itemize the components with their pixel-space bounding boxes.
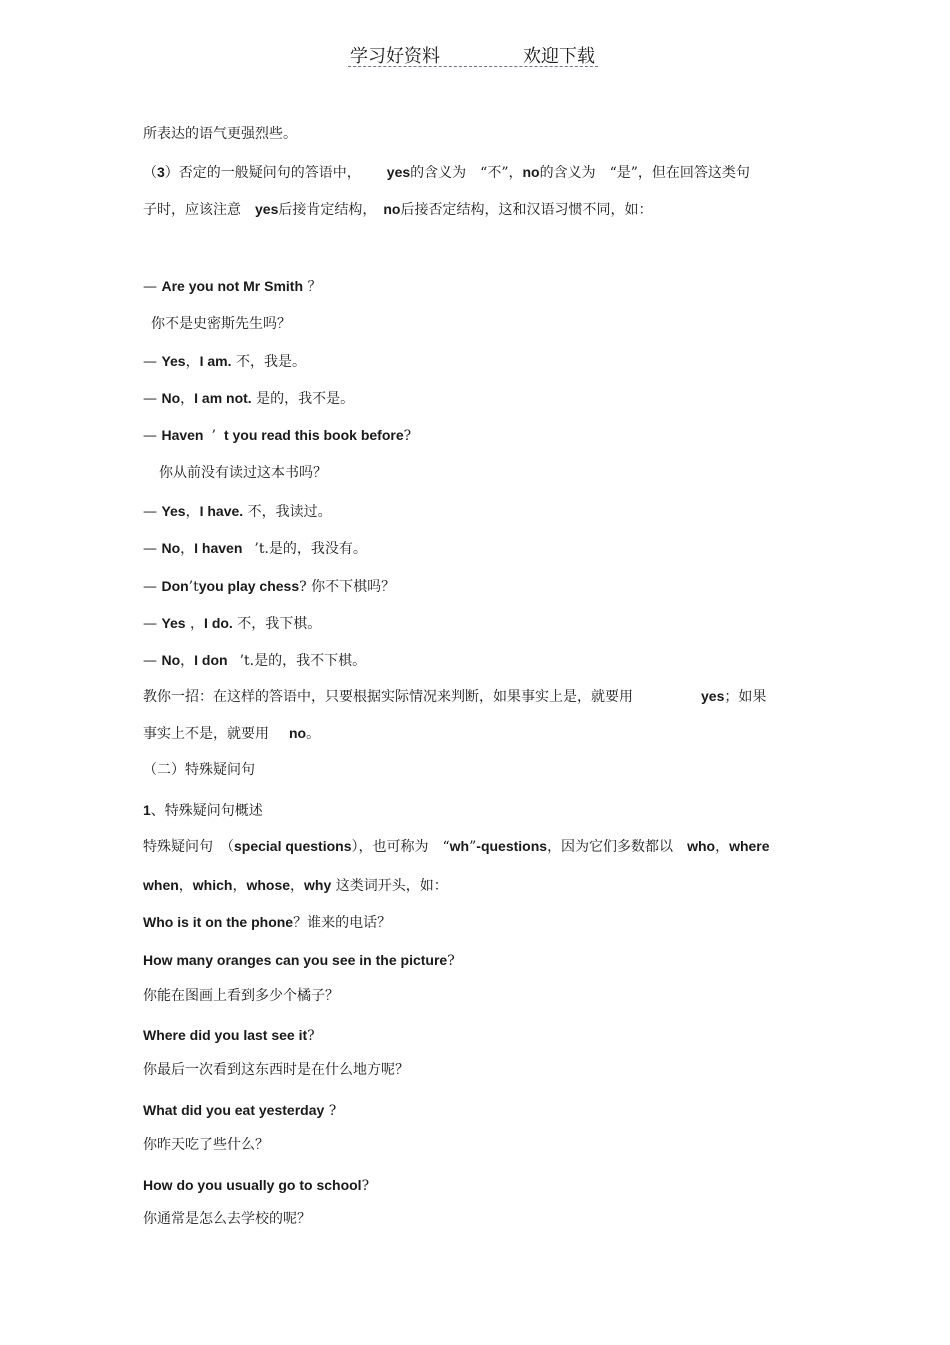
example-line <box>143 538 367 559</box>
example-line <box>143 1209 311 1229</box>
chinese-text: 你最后一次看到这东西时是在什么地方呢？ <box>143 1062 409 1078</box>
header-right-text: 欢迎下载 <box>523 46 595 67</box>
text: ， <box>290 878 305 894</box>
text: ）否定的一般疑问句的答语中， <box>164 165 361 181</box>
text: 子时，应该注意 <box>143 202 255 218</box>
text: ? <box>307 1028 315 1044</box>
text: （ <box>143 165 157 181</box>
text: 这类词开头，如： <box>331 878 448 894</box>
example-line <box>143 351 306 372</box>
text: 所表达的语气更强烈些。 <box>143 126 297 142</box>
chinese-text: 你能在图画上看到多少个橘子？ <box>143 988 339 1004</box>
example-line <box>151 314 291 334</box>
text: ’t. <box>239 653 255 669</box>
chinese-text: ？谁来的电话？ <box>293 915 392 931</box>
paragraph-line <box>143 199 652 220</box>
text: ， <box>178 878 193 894</box>
dash: — <box>143 653 162 669</box>
paragraph-line <box>143 875 448 896</box>
chinese-text: 不，我下棋。 <box>232 616 322 632</box>
english-text: whose <box>246 877 291 893</box>
english-text: when <box>143 877 179 893</box>
text: ? <box>324 1103 337 1119</box>
text: ， <box>180 653 195 669</box>
text: 后接肯定结构， <box>278 202 384 218</box>
paragraph-line <box>143 686 766 707</box>
english-text: No <box>161 540 181 556</box>
example-line <box>143 1175 369 1196</box>
text: ’t <box>188 579 199 595</box>
text: ’ <box>211 428 216 444</box>
text: ），也可称为 “ <box>351 839 450 855</box>
english-text: Yes <box>161 615 186 631</box>
example-line <box>143 950 455 971</box>
english-text: Are you not Mr Smith <box>161 278 304 294</box>
chinese-text: 你通常是怎么去学校的呢？ <box>143 1211 311 1227</box>
english-text: How do you usually go to school <box>143 1177 362 1193</box>
text: 教你一招：在这样的答语中，只要根据实际情况来判断，如果事实上是，就要用 <box>143 689 633 705</box>
example-line <box>143 1025 315 1046</box>
dash: — <box>143 504 162 520</box>
section-heading <box>143 760 255 780</box>
text: 1 <box>143 802 151 818</box>
paragraph-line <box>143 723 320 744</box>
chinese-text: 是的，我不是。 <box>251 391 355 407</box>
english-text: I haven <box>194 540 243 556</box>
keyword-yes: yes <box>386 164 411 180</box>
chinese-text: 是的，我没有。 <box>268 541 367 557</box>
english-text: I am. <box>199 353 232 369</box>
keyword-no: no <box>289 725 307 741</box>
example-line <box>143 501 332 522</box>
keyword-yes: yes <box>255 201 279 217</box>
page-header <box>348 40 598 67</box>
english-text: special questions <box>234 838 352 854</box>
text: 特殊疑问句 （ <box>143 839 234 855</box>
text: ” <box>469 839 477 855</box>
dash: — <box>143 541 162 557</box>
english-text: I don <box>194 652 228 668</box>
english-text: wh <box>449 838 470 854</box>
paragraph-line <box>143 162 750 183</box>
text: ， <box>180 541 195 557</box>
english-text: Yes <box>161 503 186 519</box>
text: ? <box>447 953 455 969</box>
english-text: Don <box>161 578 189 594</box>
paragraph-line <box>143 124 297 144</box>
english-text: No <box>161 652 181 668</box>
example-line <box>143 1135 269 1155</box>
example-line <box>143 613 321 634</box>
english-text: I am not. <box>194 390 252 406</box>
example-line <box>143 650 366 671</box>
chinese-text: 是的，我不下棋。 <box>254 653 367 669</box>
text: 事实上不是，就要用 <box>143 726 283 742</box>
chinese-text: 你从前没有读过这本书吗？ <box>159 465 327 481</box>
example-line <box>143 276 321 297</box>
english-text: t you read this book before <box>223 427 404 443</box>
english-text: What did you eat yesterday <box>143 1102 325 1118</box>
text: 的含义为 “是”，但在回答这类句 <box>539 165 750 181</box>
english-text: How many oranges can you see in the picture <box>143 952 448 968</box>
example-line <box>159 463 327 483</box>
text: ， <box>185 616 205 632</box>
text: ，因为它们多数都以 <box>547 839 688 855</box>
text: ；如果 <box>724 689 767 705</box>
english-text: which <box>192 877 233 893</box>
example-line <box>143 1100 336 1121</box>
english-text: -questions <box>476 838 548 854</box>
text: 、特殊疑问句概述 <box>150 803 263 819</box>
text: ， <box>715 839 730 855</box>
dash: — <box>143 428 162 444</box>
english-text: where <box>729 838 770 854</box>
text: 3 <box>157 164 165 180</box>
english-text: I have. <box>199 503 244 519</box>
example-line <box>143 388 354 409</box>
english-text: Haven <box>161 427 204 443</box>
chinese-text: 你昨天吃了些什么？ <box>143 1137 269 1153</box>
text: 的含义为 “不”， <box>410 165 523 181</box>
keyword-no: no <box>383 201 401 217</box>
section-subheading <box>143 800 263 821</box>
chinese-text: 你不是史密斯先生吗？ <box>151 316 291 332</box>
english-text: who <box>687 838 716 854</box>
text: ? <box>403 428 412 444</box>
text: ’t. <box>254 541 269 557</box>
text: ？ <box>303 279 322 295</box>
dash: — <box>143 616 162 632</box>
english-text: Where did you last see it <box>143 1027 308 1043</box>
text: ， <box>232 878 247 894</box>
english-text: you play chess <box>198 578 300 594</box>
dash: — <box>143 579 162 595</box>
dash: — <box>143 279 162 295</box>
english-text: Yes <box>161 353 186 369</box>
header-left-text: 学习好资料 <box>350 46 440 67</box>
keyword-yes: yes <box>701 688 725 704</box>
example-line <box>143 912 391 933</box>
example-line <box>143 1060 409 1080</box>
keyword-no: no <box>522 164 540 180</box>
english-text: No <box>161 390 181 406</box>
chinese-text: 不，我是。 <box>231 354 306 370</box>
english-text: Who is it on the phone <box>143 914 294 930</box>
chinese-text: ? 你不下棋吗？ <box>299 579 396 595</box>
english-text: I do. <box>204 615 233 631</box>
chinese-text: 不，我读过。 <box>243 504 332 520</box>
example-line <box>143 425 411 446</box>
text: （二）特殊疑问句 <box>143 762 255 778</box>
dash: — <box>143 354 162 370</box>
text: ， <box>185 354 200 370</box>
text: ， <box>180 391 195 407</box>
example-line <box>143 576 395 597</box>
text: 。 <box>306 726 321 742</box>
example-line <box>143 986 339 1006</box>
text: ? <box>361 1178 370 1194</box>
text: ， <box>185 504 200 520</box>
english-text: why <box>304 877 332 893</box>
dash: — <box>143 391 162 407</box>
text: 后接否定结构，这和汉语习惯不同，如： <box>400 202 653 218</box>
paragraph-line <box>143 836 770 857</box>
